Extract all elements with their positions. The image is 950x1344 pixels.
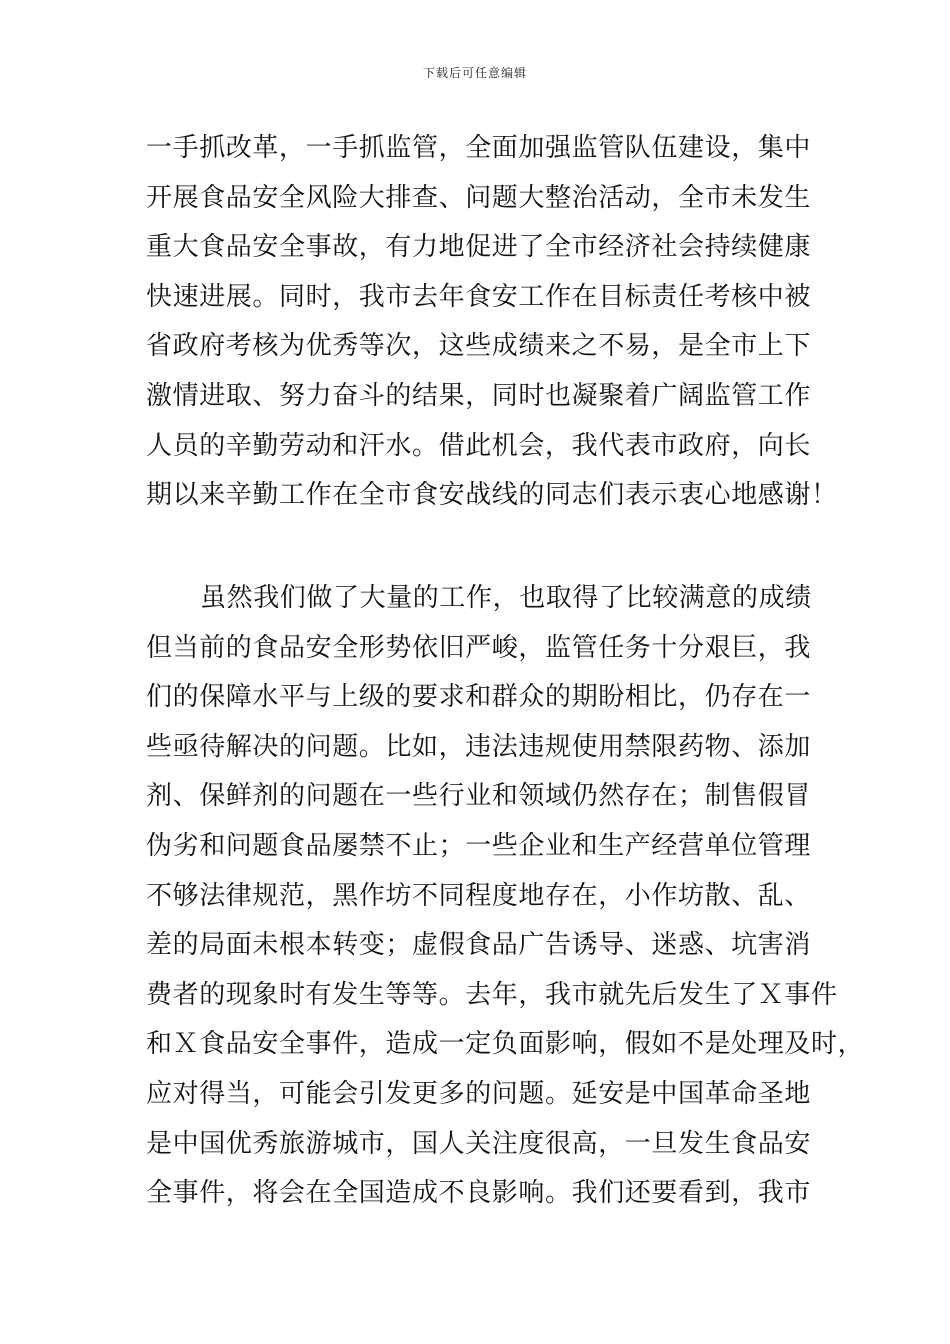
text-line: 激情进取、努力奋斗的结果，同时也凝聚着广阔监管工作 [146, 380, 812, 411]
text-line: 是中国优秀旅游城市，国人关注度很高，一旦发生食品安 [146, 1128, 812, 1159]
text-line: 省政府考核为优秀等次，这些成绩来之不易，是全市上下 [146, 331, 812, 362]
text-line: 快速进展。同时，我市去年食安工作在目标责任考核中被 [146, 281, 812, 312]
text-line: 差的局面未根本转变；虚假食品广告诱导、迷惑、坑害消 [146, 930, 812, 961]
text-line: 全事件，将会在全国造成不良影响。我们还要看到，我市 [146, 1178, 812, 1209]
text-line: 重大食品安全事故，有力地促进了全市经济社会持续健康 [146, 232, 812, 263]
text-line: 不够法律规范，黑作坊不同程度地存在，小作坊散、乱、 [146, 880, 812, 911]
text-line: 人员的辛勤劳动和汗水。借此机会，我代表市政府，向长 [146, 430, 812, 461]
paragraph-2 [146, 574, 865, 1219]
text-line: 些亟待解决的问题。比如，违法违规使用禁限药物、添加 [146, 731, 812, 762]
text-line: 但当前的食品安全形势依旧严峻，监管任务十分艰巨，我 [146, 632, 812, 663]
text-line: 应对得当，可能会引发更多的问题。延安是中国革命圣地 [146, 1078, 812, 1109]
text-line: 剂、保鲜剂的问题在一些行业和领域仍然存在；制售假冒 [146, 781, 812, 812]
text-line: 伪劣和问题食品屡禁不止；一些企业和生产经营单位管理 [146, 830, 812, 861]
text-line: 费者的现象时有发生等等。去年，我市就先后发生了Ｘ事件 [146, 979, 838, 1010]
text-line-indented: 虽然我们做了大量的工作，也取得了比较满意的成绩 [200, 583, 812, 613]
text-line: 们的保障水平与上级的要求和群众的期盼相比，仍存在一 [146, 682, 812, 713]
paragraph-1 [146, 124, 838, 521]
text-line: 开展食品安全风险大排查、问题大整治活动，全市未发生 [146, 182, 812, 213]
text-line: 和Ｘ食品安全事件，造成一定负面影响，假如不是处理及时， [146, 1029, 865, 1060]
text-line: 期以来辛勤工作在全市食安战线的同志们表示衷心地感谢！ [146, 480, 838, 511]
text-line: 一手抓改革，一手抓监管，全面加强监管队伍建设，集中 [146, 133, 812, 163]
page-header-note: 下载后可任意编辑 [422, 66, 527, 80]
